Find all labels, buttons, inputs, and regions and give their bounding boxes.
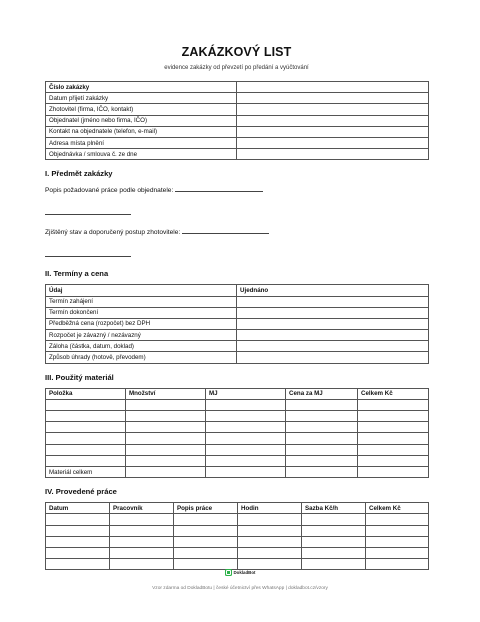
table-row — [46, 525, 429, 536]
table-row — [46, 455, 429, 466]
table-row — [46, 330, 429, 341]
table-total-row — [46, 466, 429, 477]
table-cell[interactable] — [238, 547, 302, 558]
table-cell[interactable] — [206, 466, 286, 477]
table-cell[interactable] — [206, 399, 286, 410]
table-row — [46, 149, 429, 160]
table-header-row — [46, 388, 429, 399]
terms-label: Termín dokončení — [46, 307, 237, 318]
table-header-row — [46, 503, 429, 514]
terms-label: Záloha (částka, datum, doklad) — [46, 341, 237, 352]
table-cell[interactable] — [174, 525, 238, 536]
table-cell[interactable] — [366, 547, 429, 558]
column-header: Cena za MJ — [286, 388, 358, 399]
table-cell[interactable] — [286, 444, 358, 455]
dokladbot-logo — [225, 569, 256, 576]
info-value[interactable] — [237, 104, 429, 115]
table-cell[interactable] — [366, 536, 429, 547]
material-table — [45, 388, 429, 479]
info-label: Kontakt na objednatele (telefon, e-mail) — [46, 126, 237, 137]
table-cell[interactable] — [286, 466, 358, 477]
terms-label: Předběžná cena (rozpočet) bez DPH — [46, 318, 237, 329]
table-cell[interactable] — [358, 399, 429, 410]
info-label: Datum přijetí zakázky — [46, 93, 237, 104]
terms-label: Termín zahájení — [46, 296, 237, 307]
table-cell[interactable] — [46, 514, 110, 525]
table-cell[interactable] — [126, 433, 206, 444]
table-row — [46, 433, 429, 444]
column-header: Popis práce — [174, 503, 238, 514]
table-row — [46, 341, 429, 352]
table-row — [46, 318, 429, 329]
table-row — [46, 422, 429, 433]
table-cell[interactable] — [286, 399, 358, 410]
column-header: Množství — [126, 388, 206, 399]
info-label: Objednatel (jméno nebo firma, IČO) — [46, 115, 237, 126]
table-cell[interactable] — [206, 444, 286, 455]
info-value[interactable] — [237, 137, 429, 148]
table-cell[interactable] — [366, 525, 429, 536]
section-heading-work: IV. Provedené práce — [45, 487, 117, 497]
section-heading-material: III. Použitý materiál — [45, 372, 114, 382]
table-cell[interactable] — [286, 433, 358, 444]
table-cell[interactable] — [358, 433, 429, 444]
column-header: Hodin — [238, 503, 302, 514]
assessment-field — [45, 226, 428, 237]
table-cell[interactable] — [358, 466, 429, 477]
info-value[interactable] — [237, 93, 429, 104]
info-value[interactable] — [237, 82, 429, 93]
table-cell[interactable] — [238, 536, 302, 547]
table-cell[interactable] — [302, 514, 366, 525]
assessment-blank[interactable] — [182, 226, 269, 234]
table-cell[interactable] — [358, 422, 429, 433]
material-total-label: Materiál celkem — [46, 466, 126, 477]
column-header: Datum — [46, 503, 110, 514]
work-description-field — [45, 184, 428, 195]
table-cell[interactable] — [126, 444, 206, 455]
info-label: Zhotovitel (firma, IČO, kontakt) — [46, 104, 237, 115]
info-value[interactable] — [237, 115, 429, 126]
page-footer — [0, 562, 480, 591]
table-cell[interactable] — [174, 547, 238, 558]
dokladbot-logo-icon — [225, 569, 232, 576]
table-cell[interactable] — [366, 514, 429, 525]
table-cell[interactable] — [238, 514, 302, 525]
terms-value[interactable] — [237, 330, 429, 341]
column-header: Ujednáno — [237, 285, 429, 296]
document-page — [45, 40, 428, 570]
table-cell[interactable] — [174, 536, 238, 547]
table-cell[interactable] — [302, 525, 366, 536]
table-row — [46, 399, 429, 410]
table-row — [46, 137, 429, 148]
table-cell[interactable] — [302, 547, 366, 558]
table-cell[interactable] — [286, 411, 358, 422]
info-value[interactable] — [237, 149, 429, 160]
work-description-label: Popis požadované práce podle objednatele: — [45, 187, 174, 195]
table-row — [46, 444, 429, 455]
terms-value[interactable] — [237, 318, 429, 329]
terms-table — [45, 284, 429, 363]
table-row — [46, 411, 429, 422]
terms-value[interactable] — [237, 352, 429, 363]
table-row — [46, 126, 429, 137]
info-label: Objednávka / smlouva č. ze dne — [46, 149, 237, 160]
table-row — [46, 352, 429, 363]
table-cell[interactable] — [286, 422, 358, 433]
column-header: Celkem Kč — [358, 388, 429, 399]
table-cell[interactable] — [46, 444, 126, 455]
column-header: Celkem Kč — [366, 503, 429, 514]
table-cell[interactable] — [206, 455, 286, 466]
footer-text: Vzor zdarma od DokladBotu | české účetnictví přes WhatsApp | dokladbot.cz/vzory — [152, 586, 328, 591]
table-row — [46, 93, 429, 104]
table-row — [46, 82, 429, 93]
table-cell[interactable] — [46, 411, 126, 422]
table-cell[interactable] — [110, 547, 174, 558]
logo-text: DokladBot — [233, 570, 256, 575]
table-cell[interactable] — [174, 514, 238, 525]
table-cell[interactable] — [206, 433, 286, 444]
table-cell[interactable] — [358, 444, 429, 455]
column-header: Údaj — [46, 285, 237, 296]
table-header-row — [46, 285, 429, 296]
table-cell[interactable] — [358, 455, 429, 466]
table-cell[interactable] — [126, 455, 206, 466]
work-table — [45, 502, 429, 570]
assessment-blank-2[interactable] — [45, 249, 131, 257]
table-cell[interactable] — [110, 525, 174, 536]
table-row — [46, 307, 429, 318]
table-cell[interactable] — [206, 422, 286, 433]
column-header: Pracovník — [110, 503, 174, 514]
table-cell[interactable] — [46, 455, 126, 466]
info-label: Adresa místa plnění — [46, 137, 237, 148]
table-row — [46, 104, 429, 115]
table-cell[interactable] — [126, 466, 206, 477]
assessment-continuation — [45, 249, 428, 260]
info-table — [45, 81, 429, 160]
table-row — [46, 296, 429, 307]
table-cell[interactable] — [302, 536, 366, 547]
table-cell[interactable] — [110, 536, 174, 547]
work-description-blank[interactable] — [175, 184, 263, 192]
table-cell[interactable] — [286, 455, 358, 466]
table-cell[interactable] — [126, 411, 206, 422]
table-row — [46, 536, 429, 547]
column-header: Sazba Kč/h — [302, 503, 366, 514]
document-subtitle: evidence zakázky od převzetí po předání a vyúčtování — [164, 65, 309, 71]
terms-value[interactable] — [237, 341, 429, 352]
work-description-continuation — [45, 207, 428, 218]
document-title: ZAKÁZKOVÝ LIST — [181, 45, 292, 59]
section-heading-terms: II. Termíny a cena — [45, 269, 109, 279]
work-description-blank-2[interactable] — [45, 207, 131, 215]
table-cell[interactable] — [46, 536, 110, 547]
table-row — [46, 115, 429, 126]
terms-value[interactable] — [237, 307, 429, 318]
column-header: Položka — [46, 388, 126, 399]
assessment-label: Zjištěný stav a doporučený postup zhotovitele: — [45, 229, 181, 237]
table-cell[interactable] — [110, 514, 174, 525]
terms-label: Způsob úhrady (hotově, převodem) — [46, 352, 237, 363]
info-value[interactable] — [237, 126, 429, 137]
terms-value[interactable] — [237, 296, 429, 307]
table-cell[interactable] — [46, 525, 110, 536]
table-cell[interactable] — [238, 525, 302, 536]
table-row — [46, 547, 429, 558]
table-cell[interactable] — [46, 433, 126, 444]
table-row — [46, 514, 429, 525]
table-cell[interactable] — [46, 422, 126, 433]
table-cell[interactable] — [126, 422, 206, 433]
table-cell[interactable] — [206, 411, 286, 422]
table-cell[interactable] — [358, 411, 429, 422]
terms-label: Rozpočet je závazný / nezávazný — [46, 330, 237, 341]
section-heading-subject: I. Předmět zakázky — [45, 169, 113, 179]
column-header: MJ — [206, 388, 286, 399]
table-cell[interactable] — [126, 399, 206, 410]
info-label: Číslo zakázky — [46, 82, 237, 93]
table-cell[interactable] — [46, 547, 110, 558]
table-cell[interactable] — [46, 399, 126, 410]
